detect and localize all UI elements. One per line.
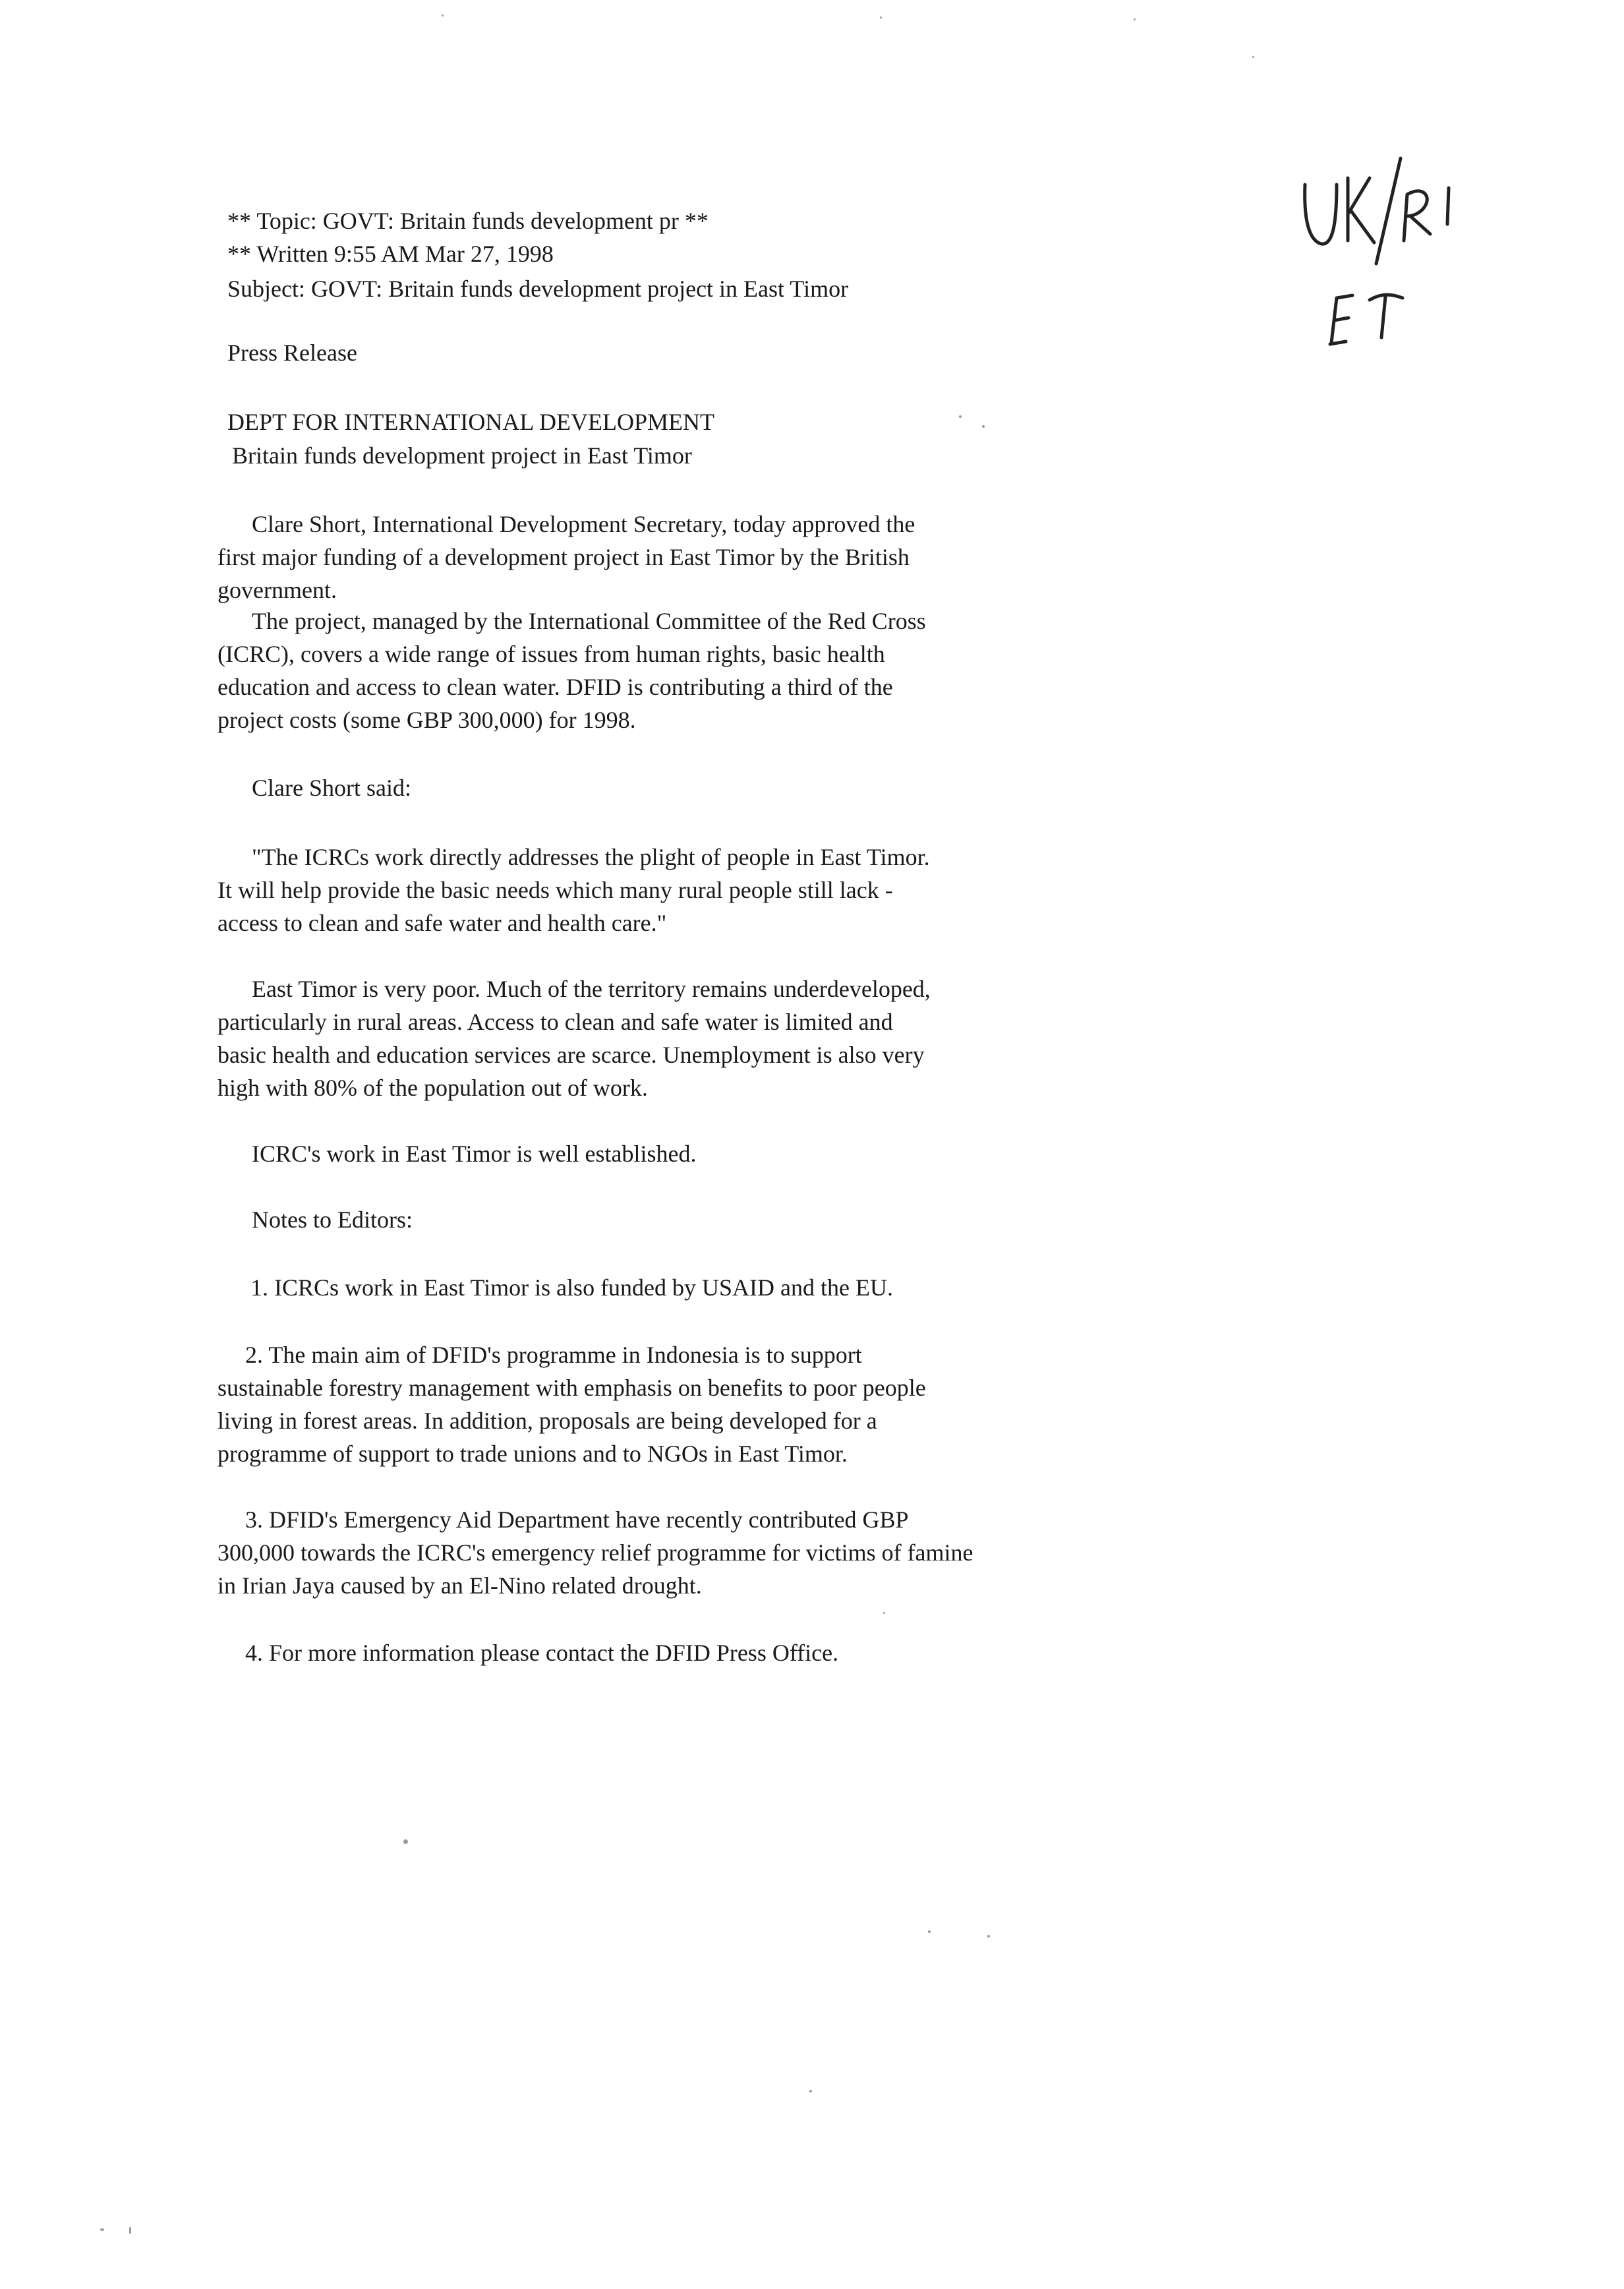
notes-heading: Notes to Editors: [252, 1206, 413, 1233]
paragraph-1: Clare Short, International Development Secretary, today approved the first major funding of a development project in East Timor by the British government. [218, 511, 915, 603]
department-name: DEPT FOR INTERNATIONAL DEVELOPMENT [227, 409, 714, 435]
scan-speck [100, 2228, 104, 2231]
scan-speck [987, 1935, 990, 1938]
scan-speck [442, 15, 444, 16]
press-release-label: Press Release [227, 340, 357, 366]
paragraph-3: East Timor is very poor. Much of the territory remains underdeveloped, particularly in rural areas. Access to clean and safe water is limited and basic health and education services are scarce. Unemployment is also very high with 80% of the population out of work. [218, 976, 931, 1101]
note-1: 1. ICRCs work in East Timor is also funded by USAID and the EU. [250, 1274, 893, 1301]
scan-speck [959, 415, 962, 418]
scan-speck [883, 1612, 885, 1614]
paragraph-4: ICRC's work in East Timor is well established. [252, 1141, 697, 1167]
scan-speck [880, 16, 882, 18]
note-3: 3. DFID's Emergency Aid Department have recently contributed GBP 300,000 towards the ICRC's emergency relief programme for victims of famine in Irian Jaya caused by an El-Nino related drought. [218, 1506, 973, 1599]
subject-line: Subject: GOVT: Britain funds development project in East Timor [227, 276, 849, 302]
topic-line: ** Topic: GOVT: Britain funds development pr ** [227, 208, 709, 234]
written-line: ** Written 9:55 AM Mar 27, 1998 [227, 241, 554, 267]
scan-speck [1252, 56, 1254, 58]
scan-speck [928, 1930, 931, 1933]
quote-paragraph: "The ICRCs work directly addresses the plight of people in East Timor. It will help provide the basic needs which many rural people still lack - access to clean and safe water and health care." [218, 844, 930, 936]
scan-speck [809, 2090, 812, 2093]
note-2: 2. The main aim of DFID's programme in Indonesia is to support sustainable forestry management with emphasis on benefits to poor people living in forest areas. In addition, proposals are being developed for a programme of support to trade unions and to NGOs in East Timor. [218, 1342, 926, 1467]
scan-speck [403, 1839, 408, 1844]
clare-short-said: Clare Short said: [252, 775, 411, 801]
scan-speck [129, 2227, 131, 2234]
handwritten-annotation [1292, 152, 1463, 349]
scan-speck [982, 425, 985, 428]
paragraph-2: The project, managed by the International Committee of the Red Cross (ICRC), covers a wide range of issues from human rights, basic health education and access to clean water. DFID is contributing a third of the project costs (some GBP 300,000) for 1998. [218, 608, 926, 733]
scan-speck [1134, 18, 1136, 20]
note-4: 4. For more information please contact the DFID Press Office. [245, 1640, 839, 1666]
headline: Britain funds development project in East Timor [232, 442, 692, 469]
